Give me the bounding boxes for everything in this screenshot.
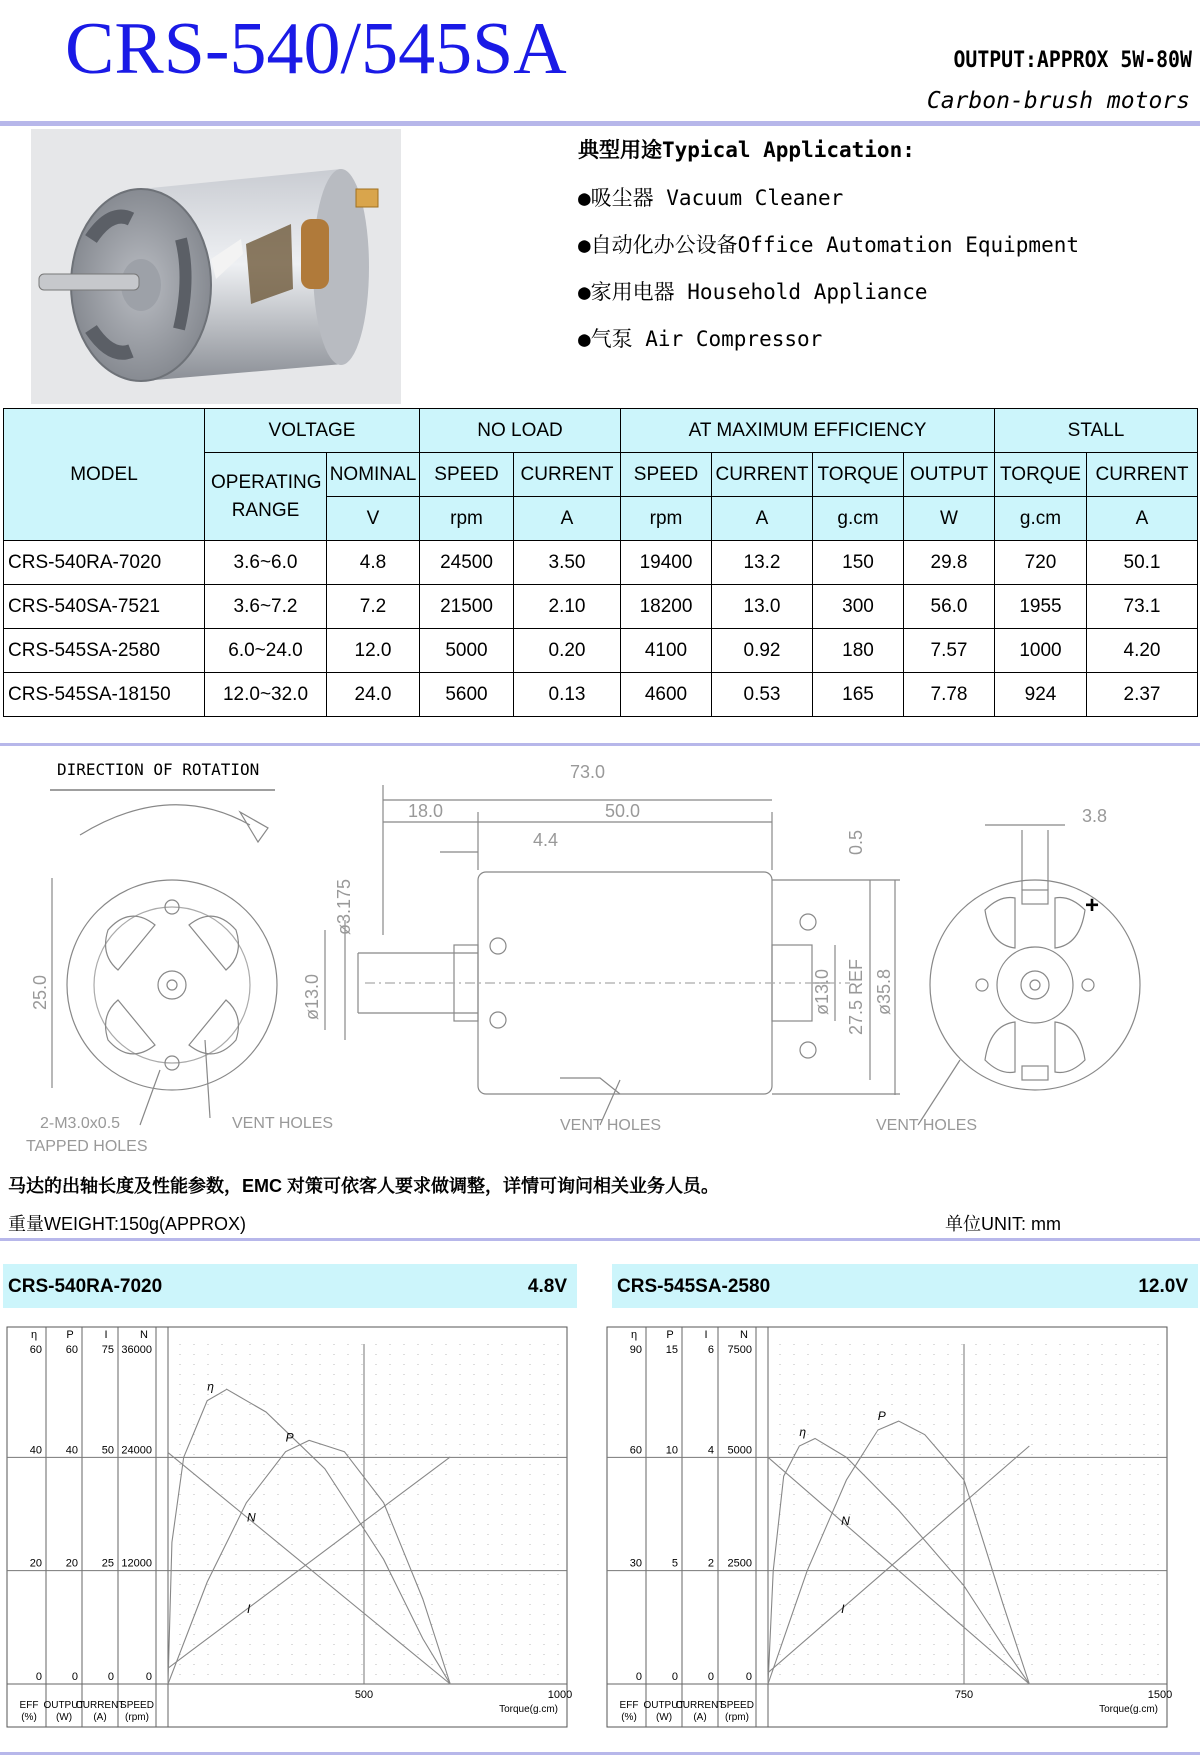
chart-panel-header bbox=[3, 1264, 577, 1308]
table-cell: 18200 bbox=[621, 585, 712, 629]
series-label: I bbox=[841, 1602, 845, 1617]
table-cell: 19400 bbox=[621, 541, 712, 585]
table-cell: 13.2 bbox=[712, 541, 813, 585]
chart-model: CRS-540RA-7020 bbox=[8, 1276, 163, 1297]
applications bbox=[578, 134, 1079, 370]
technical-drawing bbox=[0, 750, 1200, 1170]
table-cell: 3.6~6.0 bbox=[205, 541, 327, 585]
table-cell: CRS-545SA-2580 bbox=[4, 629, 205, 673]
axis-unit: (A) bbox=[693, 1712, 707, 1723]
axis-tick-label: 0 bbox=[71, 1671, 78, 1683]
applications-heading: 典型用途Typical Application: bbox=[578, 138, 915, 162]
x-tick-label: 1000 bbox=[547, 1689, 573, 1701]
chart-voltage: 4.8V bbox=[527, 1276, 567, 1297]
axis-unit: (W) bbox=[655, 1712, 673, 1723]
application-item: ●家用电器 Household Appliance bbox=[578, 280, 928, 304]
group-max-efficiency: AT MAXIMUM EFFICIENCY bbox=[621, 409, 995, 453]
axis-symbol: N bbox=[140, 1329, 148, 1341]
table-cell: 0.92 bbox=[712, 629, 813, 673]
dim-label: 0.5 bbox=[846, 829, 866, 855]
unit-header: rpm bbox=[420, 497, 514, 541]
x-tick-label: 750 bbox=[954, 1689, 974, 1701]
unit-header: W bbox=[904, 497, 995, 541]
notes-divider bbox=[0, 1238, 1200, 1241]
axis-tick-label: 75 bbox=[101, 1344, 114, 1356]
axis-tick-label: 24000 bbox=[121, 1444, 152, 1457]
performance-chart-1 bbox=[6, 1326, 573, 1733]
performance-chart-svg bbox=[606, 1326, 1173, 1728]
table-cell: 50.1 bbox=[1087, 541, 1198, 585]
x-tick-label: 500 bbox=[354, 1689, 374, 1701]
table-divider bbox=[0, 743, 1200, 746]
table-cell: 21500 bbox=[420, 585, 514, 629]
series-line-I bbox=[768, 1446, 1029, 1673]
axis-tick-label: 60 bbox=[629, 1444, 642, 1457]
table-cell: 720 bbox=[995, 541, 1087, 585]
table-cell: 4600 bbox=[621, 673, 712, 717]
dim-label: 4.4 bbox=[533, 830, 559, 850]
col-header: SPEED bbox=[621, 453, 712, 497]
col-header: TORQUE bbox=[995, 453, 1087, 497]
series-label: η bbox=[207, 1379, 214, 1394]
table-cell: 13.0 bbox=[712, 585, 813, 629]
performance-chart-svg bbox=[6, 1326, 573, 1728]
application-item: ●自动化办公设备Office Automation Equipment bbox=[578, 233, 1080, 257]
x-tick-label: 1500 bbox=[1147, 1689, 1173, 1701]
table-cell: 6.0~24.0 bbox=[205, 629, 327, 673]
table-cell: 150 bbox=[813, 541, 904, 585]
table-cell: 165 bbox=[813, 673, 904, 717]
unit-header: A bbox=[1087, 497, 1198, 541]
axis-tick-label: 5000 bbox=[727, 1444, 752, 1457]
series-label: P bbox=[285, 1430, 294, 1445]
axis-unit: (rpm) bbox=[725, 1712, 749, 1723]
table-cell: 300 bbox=[813, 585, 904, 629]
table-row bbox=[4, 585, 1198, 629]
axis-title: EFF bbox=[19, 1700, 39, 1711]
dim-label: 18.0 bbox=[408, 801, 444, 821]
axis-tick-label: 20 bbox=[29, 1557, 42, 1570]
table-cell: 4.8 bbox=[327, 541, 420, 585]
tapped-holes-label: TAPPED HOLES bbox=[26, 1138, 148, 1155]
axis-unit: (A) bbox=[93, 1712, 107, 1723]
subtitle: Carbon-brush motors bbox=[926, 88, 1190, 114]
unit-header: V bbox=[327, 497, 420, 541]
group-voltage: VOLTAGE bbox=[205, 409, 420, 453]
series-line-η bbox=[768, 1438, 1029, 1684]
axis-symbol: I bbox=[704, 1329, 708, 1341]
dim-label: ø35.8 bbox=[874, 968, 894, 1015]
table-cell: 73.1 bbox=[1087, 585, 1198, 629]
series-label: N bbox=[841, 1513, 850, 1528]
axis-unit: (%) bbox=[621, 1712, 637, 1723]
axis-tick-label: 2 bbox=[707, 1557, 714, 1570]
axis-tick-label: 90 bbox=[629, 1344, 642, 1356]
table-cell: 0.53 bbox=[712, 673, 813, 717]
col-model: MODEL bbox=[4, 409, 205, 541]
axis-tick-label: 40 bbox=[65, 1444, 78, 1457]
table-cell: 180 bbox=[813, 629, 904, 673]
col-operating-range: OPERATING RANGE bbox=[205, 453, 327, 541]
table-row bbox=[4, 673, 1198, 717]
spec-table bbox=[3, 408, 1198, 717]
dim-label: ø13.0 bbox=[812, 968, 832, 1015]
series-label: N bbox=[247, 1510, 256, 1525]
axis-tick-label: 12000 bbox=[121, 1557, 152, 1570]
chart-voltage: 12.0V bbox=[1138, 1276, 1188, 1297]
application-item: ●气泵 Air Compressor bbox=[578, 327, 823, 351]
col-header: TORQUE bbox=[813, 453, 904, 497]
dim-label: ø13.0 bbox=[302, 973, 322, 1020]
table-cell: 12.0~32.0 bbox=[205, 673, 327, 717]
table-cell: 7.78 bbox=[904, 673, 995, 717]
dim-label: 27.5 REF bbox=[846, 958, 866, 1035]
axis-tick-label: 4 bbox=[707, 1444, 714, 1457]
axis-tick-label: 0 bbox=[671, 1671, 678, 1683]
series-line-η bbox=[168, 1389, 450, 1684]
axis-tick-label: 36000 bbox=[121, 1344, 152, 1356]
chart-model: CRS-545SA-2580 bbox=[617, 1276, 771, 1297]
table-cell: 0.13 bbox=[514, 673, 621, 717]
dim-label: 50.0 bbox=[605, 801, 641, 821]
axis-tick-label: 60 bbox=[65, 1344, 78, 1356]
series-label: η bbox=[799, 1425, 807, 1439]
output-range: OUTPUT:APPROX 5W-80W bbox=[953, 48, 1192, 73]
series-label: I bbox=[247, 1601, 251, 1616]
axis-symbol: N bbox=[740, 1329, 748, 1341]
custom-note: 马达的出轴长度及性能参数，EMC 对策可依客人要求做调整，详情可询问相关业务人员。 bbox=[8, 1176, 719, 1196]
table-row bbox=[4, 629, 1198, 673]
page-title: CRS-540/545SA bbox=[65, 8, 567, 90]
col-header: NOMINAL bbox=[327, 453, 420, 497]
table-cell: 0.20 bbox=[514, 629, 621, 673]
group-stall: STALL bbox=[995, 409, 1198, 453]
table-cell: 7.2 bbox=[327, 585, 420, 629]
axis-title: CURRENT bbox=[675, 1700, 725, 1711]
col-header: SPEED bbox=[420, 453, 514, 497]
col-header: CURRENT bbox=[514, 453, 621, 497]
table-cell: 924 bbox=[995, 673, 1087, 717]
rotation-label: DIRECTION OF ROTATION bbox=[57, 760, 260, 779]
table-cell: 2.10 bbox=[514, 585, 621, 629]
vent-holes-label: VENT HOLES bbox=[560, 1117, 662, 1134]
axis-unit: (%) bbox=[21, 1712, 37, 1723]
axis-tick-label: 5 bbox=[671, 1557, 678, 1570]
table-cell: 7.57 bbox=[904, 629, 995, 673]
chart-frame bbox=[607, 1327, 1167, 1727]
axis-tick-label: 60 bbox=[29, 1344, 42, 1356]
series-line-N bbox=[168, 1453, 450, 1684]
axis-symbol: η bbox=[630, 1329, 638, 1341]
dim-label: 25.0 bbox=[30, 974, 50, 1010]
axis-tick-label: 0 bbox=[107, 1671, 114, 1683]
table-cell: CRS-545SA-18150 bbox=[4, 673, 205, 717]
table-row bbox=[4, 541, 1198, 585]
axis-title: EFF bbox=[619, 1700, 639, 1711]
axis-symbol: I bbox=[104, 1329, 108, 1341]
col-header: CURRENT bbox=[712, 453, 813, 497]
axis-title: SPEED bbox=[720, 1700, 754, 1711]
plus-terminal-icon: + bbox=[1085, 892, 1100, 919]
table-cell: 2.37 bbox=[1087, 673, 1198, 717]
vent-holes-label: VENT HOLES bbox=[232, 1115, 334, 1132]
table-cell: 5600 bbox=[420, 673, 514, 717]
axis-tick-label: 2500 bbox=[727, 1557, 752, 1570]
header-divider bbox=[0, 121, 1200, 126]
axis-unit: (W) bbox=[55, 1712, 73, 1723]
table-cell: CRS-540SA-7521 bbox=[4, 585, 205, 629]
tapped-holes-spec: 2-M3.0x0.5 bbox=[40, 1115, 121, 1132]
col-header: OUTPUT bbox=[904, 453, 995, 497]
axis-title: OUTPUT bbox=[43, 1700, 85, 1711]
axis-unit: (rpm) bbox=[125, 1712, 149, 1723]
vent-holes-label: VENT HOLES bbox=[876, 1117, 978, 1134]
axis-tick-label: 50 bbox=[101, 1444, 114, 1457]
unit-header: A bbox=[712, 497, 813, 541]
dim-label: ø3.175 bbox=[334, 878, 354, 935]
footer-divider bbox=[0, 1752, 1200, 1755]
axis-symbol: P bbox=[666, 1329, 674, 1341]
axis-title: SPEED bbox=[120, 1700, 154, 1711]
dim-label: 3.8 bbox=[1082, 806, 1108, 826]
series-label: P bbox=[877, 1409, 886, 1424]
table-cell: 4100 bbox=[621, 629, 712, 673]
axis-tick-label: 0 bbox=[635, 1671, 642, 1683]
unit-header: rpm bbox=[621, 497, 712, 541]
table-cell: CRS-540RA-7020 bbox=[4, 541, 205, 585]
unit-header: g.cm bbox=[995, 497, 1087, 541]
table-cell: 1000 bbox=[995, 629, 1087, 673]
table-cell: 12.0 bbox=[327, 629, 420, 673]
axis-symbol: P bbox=[66, 1329, 74, 1341]
table-cell: 3.50 bbox=[514, 541, 621, 585]
unit-header: A bbox=[514, 497, 621, 541]
chart-frame bbox=[7, 1327, 567, 1727]
chart-panel-header bbox=[612, 1264, 1198, 1308]
table-cell: 24.0 bbox=[327, 673, 420, 717]
axis-tick-label: 0 bbox=[707, 1671, 714, 1683]
axis-title: OUTPUT bbox=[643, 1700, 685, 1711]
x-axis-label: Torque(g.cm) bbox=[499, 1704, 558, 1715]
axis-tick-label: 7500 bbox=[727, 1344, 752, 1356]
axis-symbol: η bbox=[30, 1329, 38, 1341]
axis-tick-label: 10 bbox=[665, 1444, 678, 1457]
motor-photo bbox=[31, 129, 401, 404]
table-cell: 3.6~7.2 bbox=[205, 585, 327, 629]
unit-header: g.cm bbox=[813, 497, 904, 541]
axis-tick-label: 6 bbox=[707, 1344, 714, 1356]
axis-tick-label: 15 bbox=[665, 1344, 678, 1356]
dim-label: 73.0 bbox=[570, 762, 606, 782]
axis-tick-label: 40 bbox=[29, 1444, 42, 1457]
application-item: ●吸尘器 Vacuum Cleaner bbox=[578, 186, 844, 210]
x-axis-label: Torque(g.cm) bbox=[1099, 1704, 1158, 1715]
weight-note: 重量WEIGHT:150g(APPROX) bbox=[8, 1214, 247, 1234]
axis-tick-label: 30 bbox=[629, 1557, 642, 1570]
col-header: CURRENT bbox=[1087, 453, 1198, 497]
performance-chart-2 bbox=[606, 1326, 1173, 1733]
table-cell: 29.8 bbox=[904, 541, 995, 585]
table-cell: 5000 bbox=[420, 629, 514, 673]
table-cell: 1955 bbox=[995, 585, 1087, 629]
table-cell: 24500 bbox=[420, 541, 514, 585]
axis-tick-label: 0 bbox=[745, 1671, 752, 1683]
table-cell: 56.0 bbox=[904, 585, 995, 629]
axis-title: CURRENT bbox=[75, 1700, 125, 1711]
axis-tick-label: 0 bbox=[145, 1671, 152, 1683]
axis-tick-label: 25 bbox=[101, 1557, 114, 1570]
axis-tick-label: 0 bbox=[35, 1671, 42, 1683]
group-no-load: NO LOAD bbox=[420, 409, 621, 453]
table-cell: 4.20 bbox=[1087, 629, 1198, 673]
axis-tick-label: 20 bbox=[65, 1557, 78, 1570]
unit-note: 单位UNIT: mm bbox=[945, 1214, 1061, 1234]
